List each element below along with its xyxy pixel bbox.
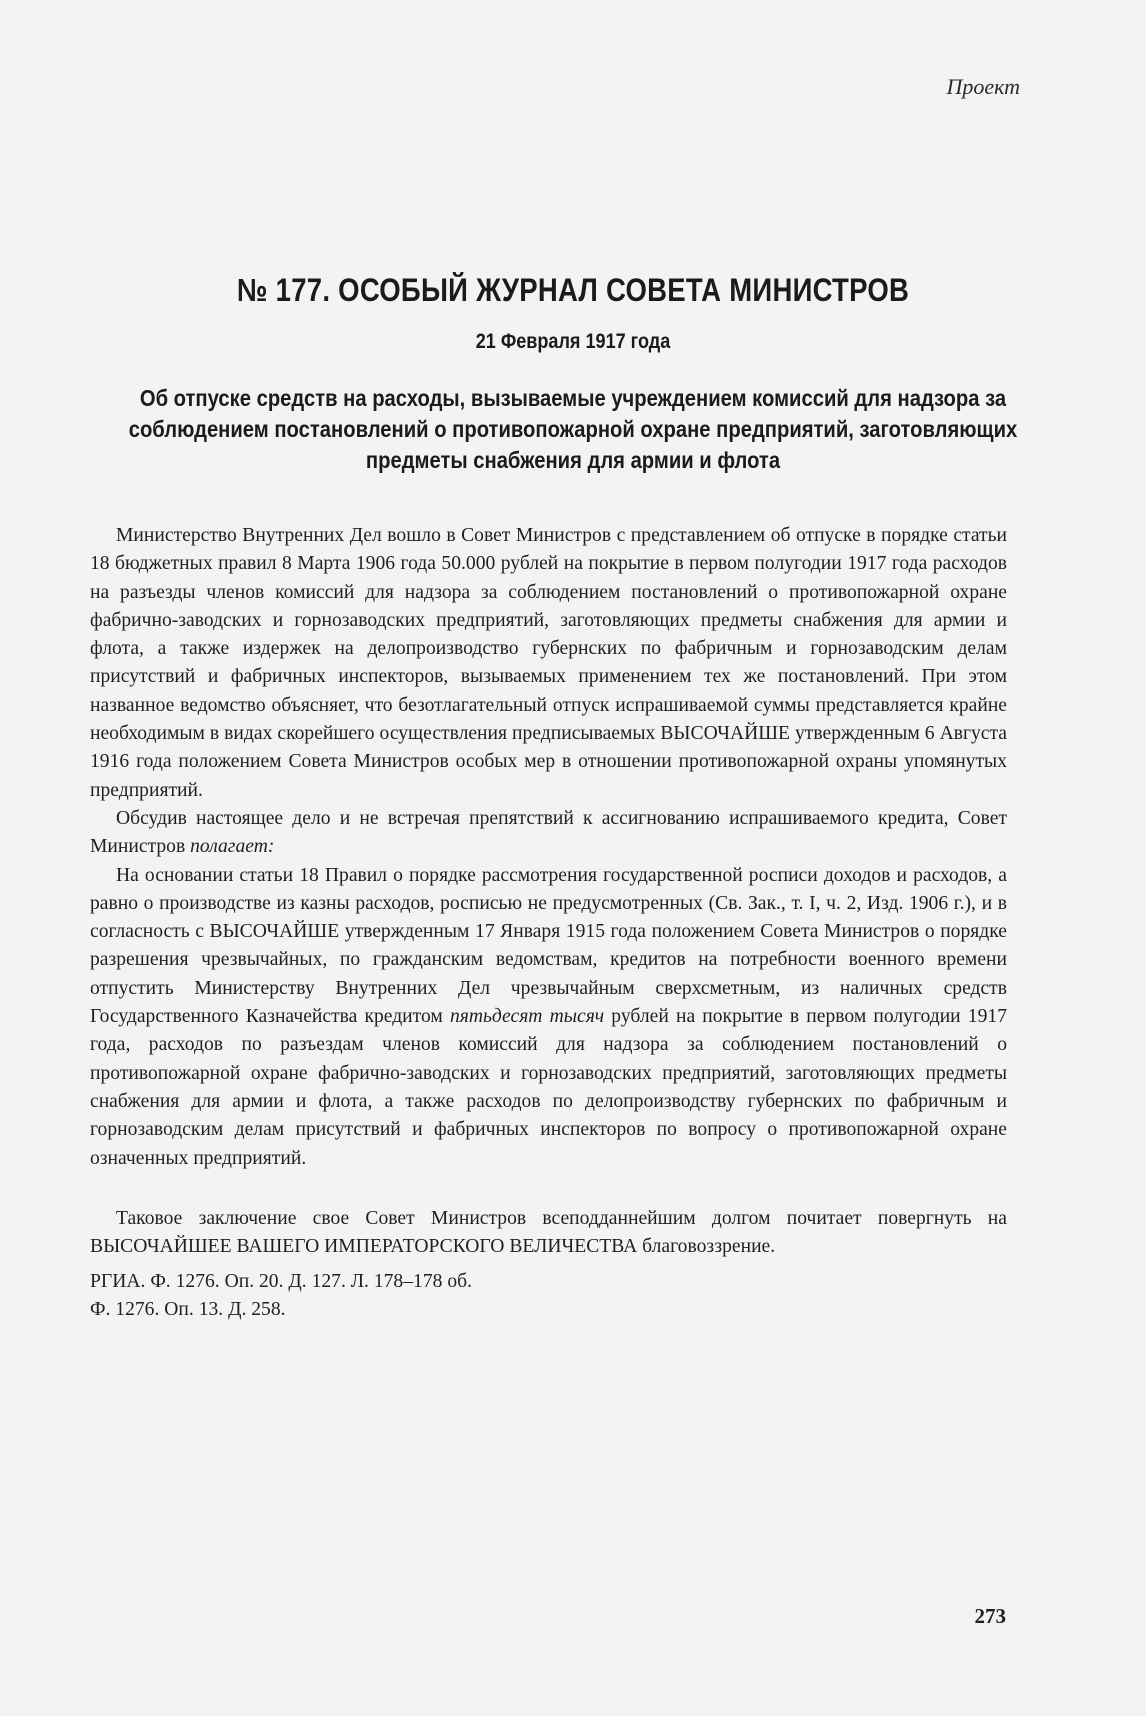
paragraph-resolution-text-end: рублей на покрытие в первом полугодии 1917 года, расходов по разъездам членов комиссий для надзора за соблюдением постановлений о противопожарной охране фабрично-заводских и горнозаводских предприятий, заготовляющих предметы снабжения для армии и флота, а также расходов по делопроизводству губернских по фабричным и горнозаводским делам присутствий и фабричных инспекторов по вопросу о противопожарной охране означенных предприятий. <box>90 1006 1007 1169</box>
paragraph-resolution-italic: пятьдесят тысяч <box>449 1006 605 1028</box>
archive-reference-1: РГИА. Ф. 1276. Оп. 20. Д. 127. Л. 178–178 об. <box>90 1271 472 1292</box>
document-closing <box>90 1205 1007 1262</box>
paragraph-deliberation <box>90 805 1007 862</box>
closing-paragraph: Таковое заключение свое Совет Министров всеподданнейшим долгом почитает повергнуть на ВЫСОЧАЙШЕЕ ВАШЕГО ИМПЕРАТОРСКОГО ВЕЛИЧЕСТВА благовоззрение. <box>90 1208 1007 1258</box>
page-number: 273 <box>974 1604 1006 1628</box>
archive-reference-2: Ф. 1276. Оп. 13. Д. 258. <box>90 1299 286 1321</box>
paragraph-deliberation-text: Обсудив настоящее дело и не встречая препятствий к ассигнованию испрашиваемого кредита, Совет Министров <box>90 807 1007 858</box>
document-body <box>90 522 1007 1173</box>
paragraph-deliberation-italic: полагает: <box>190 836 275 858</box>
paragraph-representation: Министерство Внутренних Дел вошло в Совет Министров с представлением об отпуске в порядке статьи 18 бюджетных правил 8 Марта 1906 года 50.000 рублей на покрытие в первом полугодии 1917 года расходов на разъезды членов комиссий для надзора за соблюдением постановлений о противопожарной охране фабрично-заводских и горнозаводских предприятий, заготовляющих предметы снабжения для армии и флота, а также издержек на делопроизводство губернских по фабричным и горнозаводским делам присутствий и фабричных инспекторов, вызываемых применением тех же постановлений. При этом названное ведомство объясняет, что безотлагательный отпуск испрашиваемой суммы представляется крайне необходимым в видах скорейшего осуществления предписываемых ВЫСОЧАЙШЕ утвержденным 6 Августа 1916 года положением Совета Министров особых мер в отношении противопожарной охраны упомянутых предприятий. <box>90 525 1007 801</box>
archive-references <box>90 1268 1007 1325</box>
document-title: № 177. ОСОБЫЙ ЖУРНАЛ СОВЕТА МИНИСТРОВ <box>236 272 910 308</box>
document-subject: Об отпуске средств на расходы, вызываемые учреждением комиссий для надзора за соблюдением постановлений о противопожарной охране предприятий, заготовляющих предметы снабжения для армии и флота <box>128 385 1018 473</box>
project-label: Проект <box>946 74 1020 99</box>
paragraph-resolution-text-start: На основании статьи 18 Правил о порядке рассмотрения государственной росписи доходов и расходов, а равно о производстве из казны расходов, росписью не предусмотренных (Св. Зак., т. I, ч. 2, Изд. 1906 г.), и в согласность с ВЫСОЧАЙШЕ утвержденным 17 Января 1915 года положением Совета Министров о порядке разрешения чрезвычайных, по гражданским ведомствам, кредитов на потребности военного времени отпустить Министерству Внутренних Дел чрезвычайным сверхсметным, из наличных средств Государственного Казначейства кредитом <box>90 864 1007 1028</box>
document-date: 21 Февраля 1917 года <box>475 330 671 353</box>
paragraph-resolution <box>90 862 1007 1173</box>
